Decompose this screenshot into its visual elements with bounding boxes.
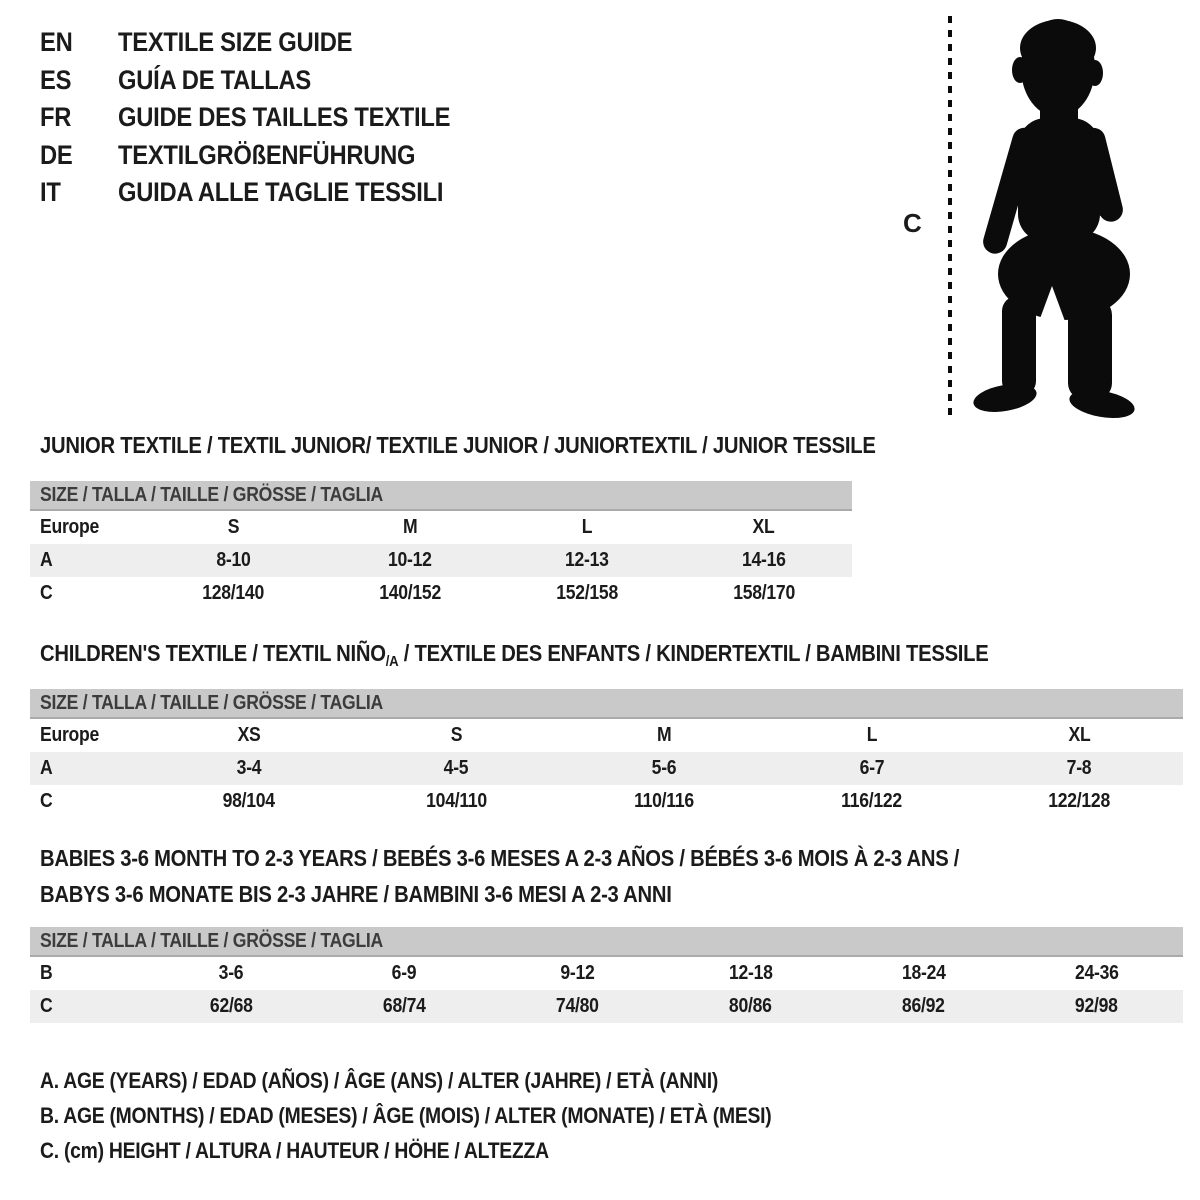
language-code: EN	[40, 27, 73, 58]
table-row	[30, 785, 1183, 818]
table-cell: 18-24	[901, 962, 946, 984]
table-cell: M	[402, 516, 418, 538]
row-label: C	[40, 582, 53, 604]
table-cell: 10-12	[388, 549, 432, 571]
table-size-header: SIZE / TALLA / TAILLE / GRÖSSE / TAGLIA	[30, 689, 1183, 719]
table-cell: 80/86	[729, 995, 772, 1017]
guide-title: TEXTILGRÖßENFÜHRUNG	[118, 139, 416, 170]
row-label: Europe	[40, 516, 100, 538]
table-row	[30, 719, 1183, 752]
language-row	[40, 137, 496, 175]
table-cell: L	[866, 724, 877, 746]
table-cell: XL	[752, 516, 775, 538]
table-cell: 8-10	[216, 549, 251, 571]
table-cell: 3-6	[219, 962, 244, 984]
table-row	[30, 957, 1183, 990]
row-label: C	[40, 995, 53, 1017]
table-cell: 152/158	[555, 582, 618, 604]
table-cell: XL	[1068, 724, 1091, 746]
language-row	[40, 99, 496, 137]
table-cell: 12-13	[565, 549, 609, 571]
table-size-header: SIZE / TALLA / TAILLE / GRÖSSE / TAGLIA	[30, 481, 852, 511]
row-label: A	[40, 549, 53, 571]
language-code: DE	[40, 139, 73, 170]
table-cell: L	[581, 516, 593, 538]
table-cell: 98/104	[222, 790, 275, 812]
babies-section-title-line2	[40, 881, 758, 908]
legend-line-height-cm-text: C. (cm) HEIGHT / ALTURA / HAUTEUR / HÖHE / ALTEZZA	[40, 1138, 549, 1163]
table-cell: 12-18	[728, 962, 773, 984]
language-code: FR	[40, 102, 72, 133]
babies-title-line1-text: BABIES 3-6 MONTH TO 2-3 YEARS / BEBÉS 3-6 MESES A 2-3 AÑOS / BÉBÉS 3-6 MOIS À 2-3 ANS /	[40, 845, 960, 871]
toddler-silhouette-icon	[962, 16, 1140, 420]
language-row	[40, 174, 496, 212]
legend-line-age-years	[40, 1068, 811, 1094]
table-row	[30, 544, 852, 577]
children-title-prefix: CHILDREN'S TEXTILE / TEXTIL NIÑO	[40, 640, 386, 666]
row-label: B	[40, 962, 53, 984]
table-cell: 122/128	[1048, 790, 1111, 812]
table-cell: 140/152	[379, 582, 442, 604]
table-cell: 5-6	[651, 757, 677, 779]
language-code: ES	[40, 64, 72, 95]
babies-size-table	[30, 927, 1183, 1023]
language-code: IT	[40, 177, 61, 208]
language-row	[40, 62, 496, 100]
table-cell: M	[656, 724, 672, 746]
table-cell: 62/68	[210, 995, 253, 1017]
junior-size-table	[30, 481, 852, 610]
table-cell: 104/110	[425, 790, 487, 812]
junior-section-title	[40, 432, 990, 459]
table-cell: 14-16	[741, 549, 786, 571]
legend-line-age-months	[40, 1103, 871, 1129]
table-row	[30, 990, 1183, 1023]
table-cell: 3-4	[236, 757, 262, 779]
table-cell: 116/122	[841, 790, 902, 812]
table-cell: 86/92	[902, 995, 945, 1017]
table-cell: XS	[237, 724, 261, 746]
table-cell: 110/116	[634, 790, 694, 812]
table-cell: 158/170	[732, 582, 795, 604]
language-title-list	[40, 24, 496, 212]
table-size-header: SIZE / TALLA / TAILLE / GRÖSSE / TAGLIA	[30, 927, 1183, 957]
children-title-suffix: / TEXTILE DES ENFANTS / KINDERTEXTIL / BAMBINI TESSILE	[398, 640, 989, 666]
table-cell: 128/140	[202, 582, 265, 604]
height-measure-label: C	[903, 208, 922, 238]
table-row	[30, 511, 852, 544]
table-cell: 24-36	[1074, 962, 1119, 984]
table-row	[30, 752, 1183, 785]
children-title-subscript: /A	[385, 653, 399, 670]
row-label: C	[40, 790, 53, 812]
row-label: A	[40, 757, 53, 779]
language-row	[40, 24, 496, 62]
table-cell: S	[450, 724, 463, 746]
table-cell: S	[227, 516, 240, 538]
table-cell: 6-9	[392, 962, 417, 984]
row-label: Europe	[40, 724, 100, 746]
guide-title: GUIDE DES TAILLES TEXTILE	[118, 102, 451, 133]
table-cell: 74/80	[556, 995, 599, 1017]
table-row	[30, 577, 852, 610]
table-cell: 7-8	[1066, 757, 1092, 779]
legend-line-height-cm	[40, 1138, 618, 1164]
legend-line-age-months-text: B. AGE (MONTHS) / EDAD (MESES) / ÂGE (MOIS) / ALTER (MONATE) / ETÀ (MESI)	[40, 1103, 772, 1128]
guide-title: GUIDA ALLE TAGLIE TESSILI	[118, 177, 444, 208]
guide-title: GUÍA DE TALLAS	[118, 64, 311, 95]
table-cell: 4-5	[444, 757, 469, 779]
legend-line-age-years-text: A. AGE (YEARS) / EDAD (AÑOS) / ÂGE (ANS) / ALTER (JAHRE) / ETÀ (ANNI)	[40, 1068, 719, 1093]
children-section-title	[40, 640, 1118, 670]
children-section-title-text	[40, 640, 989, 670]
table-cell: 9-12	[560, 962, 595, 984]
guide-title: TEXTILE SIZE GUIDE	[118, 27, 353, 58]
children-size-table	[30, 689, 1183, 818]
junior-section-title-text: JUNIOR TEXTILE / TEXTIL JUNIOR/ TEXTILE JUNIOR / JUNIORTEXTIL / JUNIOR TESSILE	[40, 432, 876, 458]
height-measure-dashed-line	[948, 16, 952, 416]
babies-title-line2-text: BABYS 3-6 MONATE BIS 2-3 JAHRE / BAMBINI 3-6 MESI A 2-3 ANNI	[40, 881, 672, 907]
table-cell: 92/98	[1075, 995, 1118, 1017]
table-cell: 68/74	[383, 995, 426, 1017]
babies-section-title-line1	[40, 845, 1085, 872]
table-cell: 6-7	[859, 757, 884, 779]
